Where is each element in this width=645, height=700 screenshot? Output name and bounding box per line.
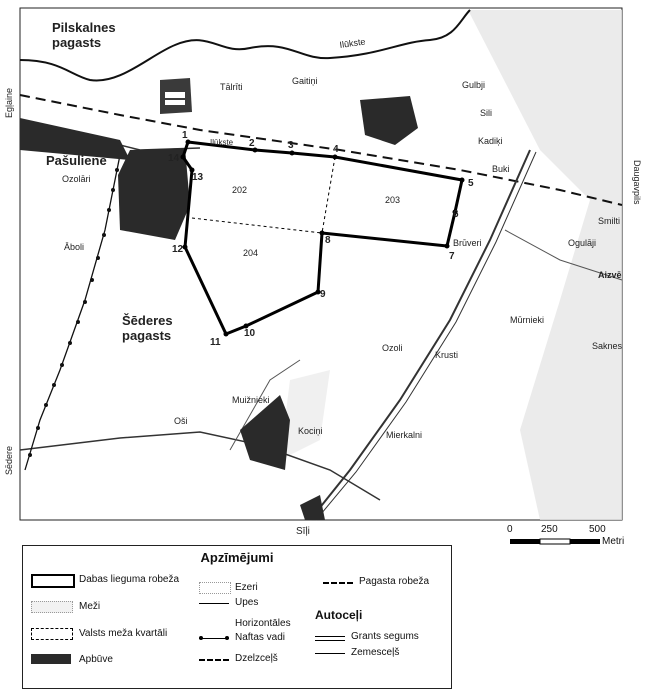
place-label: Ozoli	[382, 343, 403, 353]
legend	[22, 545, 452, 689]
place-label: Aizvē	[598, 270, 622, 280]
parish-label: Šēderes	[122, 313, 173, 328]
point-label: 1	[182, 130, 188, 141]
legend-label: Dabas lieguma robeža	[79, 574, 180, 585]
lake-symbol	[199, 582, 231, 594]
parish-label: pagasts	[122, 328, 172, 343]
dirt-road-symbol	[315, 653, 345, 654]
place-label: Brūveri	[453, 238, 482, 248]
point-label: 11	[210, 337, 221, 348]
edge-label: Sīļi	[296, 526, 310, 537]
point-label: 8	[325, 235, 331, 246]
parish-label: Pašuliene	[46, 153, 107, 168]
buildings-symbol	[31, 654, 71, 664]
place-label: Kadiķi	[478, 136, 503, 146]
parish-label: Pilskalnes	[52, 20, 116, 35]
river-label: Ilūkste	[338, 36, 367, 50]
point-label: 14	[168, 153, 180, 164]
point-label: 5	[468, 178, 474, 189]
place-label: Gaitiņi	[292, 76, 318, 86]
place-label: Ozolāri	[62, 174, 91, 184]
place-label: Āboli	[64, 242, 85, 252]
edge-label: Egļaine	[4, 87, 14, 118]
place-label: Mierkalni	[386, 430, 423, 440]
edge-label: Daugavpils	[632, 160, 642, 205]
place-label: Tālrīti	[220, 82, 243, 92]
village-label: Ilūkste	[210, 138, 234, 147]
building-gap	[165, 100, 185, 105]
state-forest-symbol	[31, 628, 73, 640]
place-label: Muižnieki	[232, 395, 270, 405]
scale-unit: Metri	[602, 536, 625, 547]
legend-label: Apbūve	[79, 654, 113, 665]
roads-title: Autoceļi	[315, 608, 363, 622]
legend-label: Upes	[235, 597, 259, 608]
place-label: Oši	[174, 416, 188, 426]
place-label: Buki	[492, 164, 510, 174]
compartment-number: 204	[243, 248, 259, 258]
railway-symbol	[199, 659, 229, 661]
point-label: 9	[320, 289, 326, 300]
place-label: Smilti	[598, 216, 620, 226]
scale-bar	[505, 521, 625, 556]
river-symbol	[199, 603, 229, 604]
legend-label: Grants segums	[351, 631, 419, 642]
legend-label: Naftas vadi	[235, 632, 286, 643]
point-label: 12	[172, 244, 184, 255]
scale-tick: 250	[541, 524, 558, 535]
legend-label: Zemesceļš	[351, 647, 400, 658]
point-label: 3	[288, 140, 294, 151]
building-gap	[165, 92, 185, 98]
compartment-number: 203	[385, 195, 401, 205]
point-label: 13	[192, 172, 204, 183]
legend-label: Pagasta robeža	[359, 576, 430, 587]
legend-label: Valsts meža kvartāli	[79, 628, 168, 639]
legend-label: Meži	[79, 601, 101, 612]
point-label: 2	[249, 138, 255, 149]
point-label: 10	[244, 328, 256, 339]
legend-label: Ezeri	[235, 582, 258, 593]
place-label: Krusti	[435, 350, 459, 360]
scale-tick: 0	[507, 524, 513, 535]
gravel-road-symbol	[315, 636, 345, 641]
place-label: Saknes	[592, 341, 623, 351]
forest-symbol	[31, 601, 73, 613]
place-label: Gulbji	[462, 80, 486, 90]
legend-label: Dzelzceļš	[235, 653, 278, 664]
point-label: 4	[333, 144, 339, 155]
point-label: 6	[453, 209, 459, 220]
scale-tick: 500	[589, 524, 606, 535]
legend-title: Apzīmējumi	[200, 550, 274, 565]
point-label: 7	[449, 251, 455, 262]
reserve-boundary-symbol	[31, 574, 75, 588]
place-label: Mūrnieki	[510, 315, 545, 325]
parish-label: pagasts	[52, 35, 102, 50]
pipeline-dot-icon	[199, 636, 203, 640]
pipeline-dot-icon	[225, 636, 229, 640]
place-label: Sili	[480, 108, 493, 118]
place-label: Kociņi	[298, 426, 323, 436]
edge-label: Sēdere	[4, 445, 14, 475]
place-label: Ogulāji	[568, 238, 597, 248]
legend-label: Horizontāles	[235, 618, 291, 629]
compartment-number: 202	[232, 185, 248, 195]
parish-boundary-symbol	[323, 582, 353, 584]
